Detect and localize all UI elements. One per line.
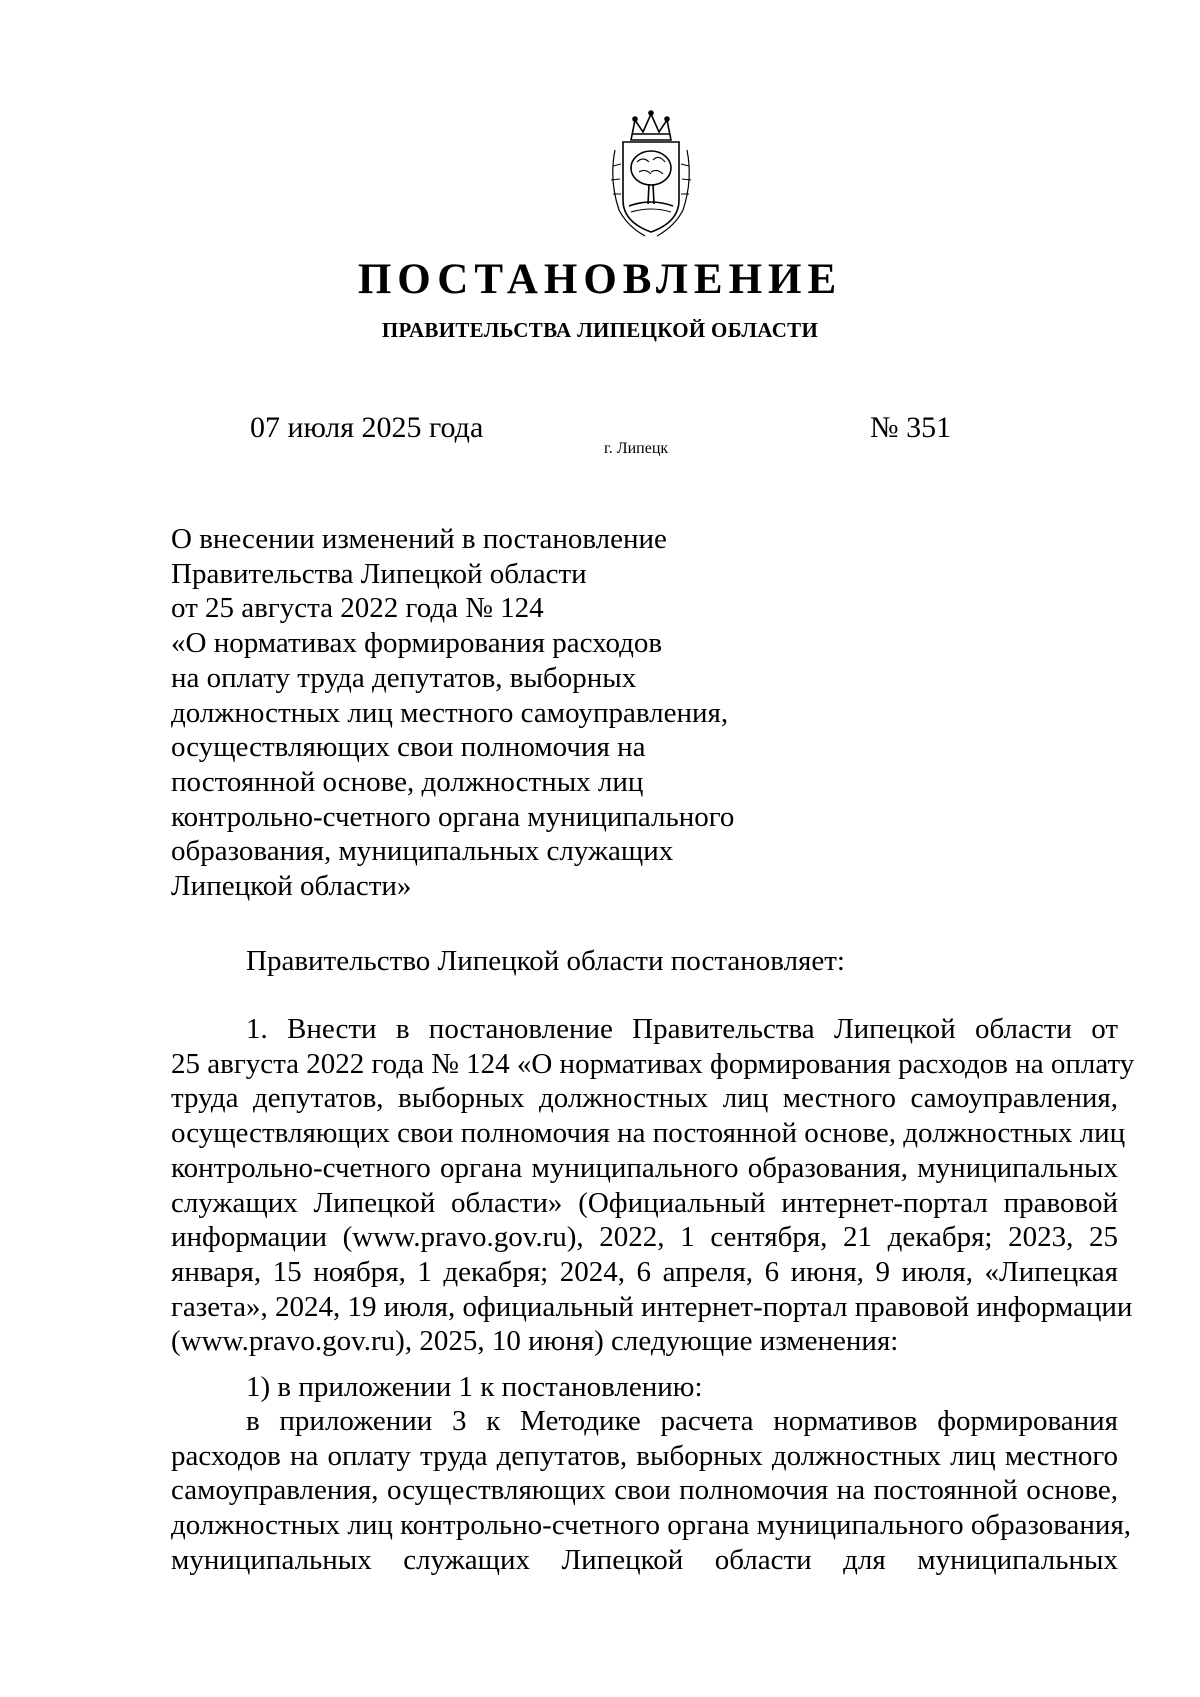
document-title: ПОСТАНОВЛЕНИЕ xyxy=(357,256,843,303)
subject-line: Липецкой области» xyxy=(171,870,412,903)
subject-line: осуществляющих свои полномочия на xyxy=(171,731,646,764)
paragraph-line: труда депутатов, выборных должностных лиц местного самоуправления, xyxy=(171,1082,1118,1115)
paragraph-line: осуществляющих свои полномочия на постоянной основе, должностных лиц xyxy=(171,1117,1126,1150)
appendix-paragraph xyxy=(171,1404,1132,1578)
subject-line: от 25 августа 2022 года № 124 xyxy=(171,592,544,625)
document-subtitle: ПРАВИТЕЛЬСТВА ЛИПЕЦКОЙ ОБЛАСТИ xyxy=(381,318,819,342)
document-subject xyxy=(171,522,771,904)
paragraph-line: в приложении 3 к Методике расчета нормативов формирования xyxy=(246,1405,1118,1437)
paragraph-line: 1. Внести в постановление Правительства Липецкой области от xyxy=(246,1013,1118,1045)
document-date: 07 июля 2025 года xyxy=(250,411,484,444)
document-city: г. Липецк xyxy=(604,440,669,457)
paragraph-line: газета», 2024, 19 июля, официальный интернет-портал правовой информации xyxy=(171,1290,1133,1323)
paragraph-line: (www.pravo.gov.ru), 2025, 10 июня) следующие изменения: xyxy=(171,1325,899,1358)
paragraph-line: 25 августа 2022 года № 124 «О нормативах формирования расходов на оплату xyxy=(171,1047,1135,1080)
subject-line: контрольно-счетного органа муниципального xyxy=(171,800,735,833)
paragraph-line: муниципальных служащих Липецкой области для муниципальных xyxy=(171,1543,1118,1576)
subject-line: на оплату труда депутатов, выборных xyxy=(171,661,637,694)
paragraph-line: должностных лиц контрольно-счетного органа муниципального образования, xyxy=(171,1509,1132,1542)
subject-line: постоянной основе, должностных лиц xyxy=(171,765,644,798)
subject-line: должностных лиц местного самоуправления, xyxy=(171,696,729,729)
paragraph-line: января, 15 ноября, 1 декабря; 2024, 6 апреля, 6 июня, 9 июля, «Липецкая xyxy=(171,1255,1118,1288)
subject-line: Правительства Липецкой области xyxy=(171,557,587,590)
subitem-1: 1) в приложении 1 к постановлению: xyxy=(246,1371,703,1403)
coat-of-arms-icon xyxy=(601,110,701,240)
item-1-paragraph xyxy=(171,1012,1135,1359)
subject-line: О внесении изменений в постановление xyxy=(171,523,667,555)
resolution-intro: Правительство Липецкой области постановляет: xyxy=(246,945,845,977)
paragraph-line: служащих Липецкой области» (Официальный интернет-портал правовой xyxy=(171,1186,1118,1219)
subject-line: «О нормативах формирования расходов xyxy=(171,627,663,660)
paragraph-line: информации (www.pravo.gov.ru), 2022, 1 сентября, 21 декабря; 2023, 25 xyxy=(171,1221,1118,1254)
subject-line: образования, муниципальных служащих xyxy=(171,835,674,868)
paragraph-line: самоуправления, осуществляющих свои полномочия на постоянной основе, xyxy=(171,1474,1118,1507)
document-number: № 351 xyxy=(870,411,952,444)
paragraph-line: контрольно-счетного органа муниципального образования, муниципальных xyxy=(171,1151,1118,1184)
paragraph-line: расходов на оплату труда депутатов, выборных должностных лиц местного xyxy=(171,1439,1118,1472)
